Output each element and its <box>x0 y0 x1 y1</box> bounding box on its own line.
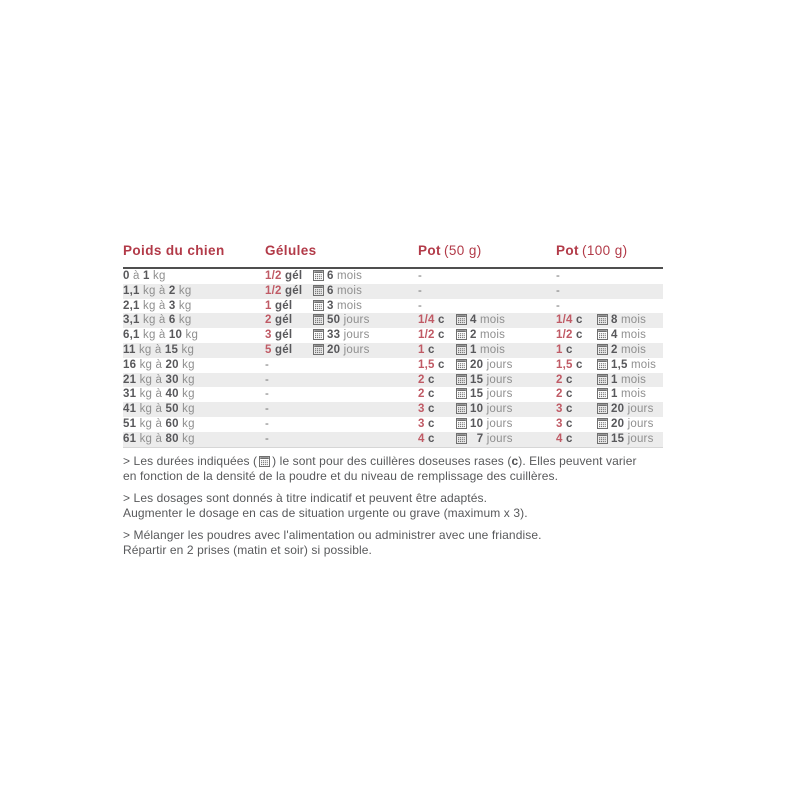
duration-value <box>456 403 513 415</box>
dose-number: 3 <box>418 417 425 430</box>
dose-unit: c <box>428 417 435 430</box>
table-row <box>123 343 663 358</box>
pot-50g-cell <box>418 284 556 299</box>
dose-number: 1/4 <box>418 314 435 327</box>
duration-value <box>313 329 370 341</box>
gelules-cell <box>265 417 418 432</box>
dose-unit: c <box>576 358 583 371</box>
duration-value <box>597 329 646 341</box>
dose-value <box>418 313 456 328</box>
number-text: 1 <box>470 343 477 356</box>
dose-value <box>556 402 597 417</box>
dose-value <box>265 299 313 314</box>
duration-text: 7 jours <box>476 432 513 445</box>
pot-50g-cell <box>418 328 556 343</box>
dose-unit: c <box>428 432 435 445</box>
table-row <box>123 373 663 388</box>
table-row <box>123 328 663 343</box>
number-text: 40 <box>165 388 179 401</box>
pot-50g-cell <box>418 343 556 358</box>
dose-unit: gél <box>275 314 293 327</box>
dose-unit: gél <box>275 299 293 312</box>
calendar-icon <box>456 373 467 385</box>
number-text: 15 <box>470 388 484 401</box>
pot-50g-cell <box>418 402 556 417</box>
dose-value <box>556 313 597 328</box>
number-text: 1 <box>143 270 150 282</box>
number-text: 6 <box>168 314 176 327</box>
dose-value <box>265 284 313 299</box>
number-text: 6 <box>327 270 334 282</box>
duration-value <box>313 300 362 312</box>
calendar-icon <box>456 402 467 414</box>
dose-value <box>418 432 456 447</box>
pot-50g-cell <box>418 432 556 447</box>
dose-unit: c <box>566 432 573 445</box>
number-text: 61 <box>123 432 137 445</box>
number-text: 3 <box>168 299 176 312</box>
number-text: 21 <box>123 373 137 386</box>
weight-cell: 21 kg à 30 kg <box>123 373 265 388</box>
number-text: 20 <box>165 358 179 371</box>
dose-value <box>556 432 597 447</box>
gelules-cell <box>265 299 418 314</box>
pot-50g-cell <box>418 313 556 328</box>
empty-value: - <box>418 270 423 282</box>
duration-value <box>597 418 654 430</box>
weight-cell: 11 kg à 15 kg <box>123 343 265 358</box>
number-text: 0 <box>123 270 130 282</box>
number-text: 16 <box>123 358 137 371</box>
number-text: 6,1 <box>123 329 140 342</box>
dose-value <box>418 402 456 417</box>
calendar-icon <box>456 387 467 399</box>
duration-text: 8 mois <box>611 314 647 327</box>
note-line: Répartir en 2 prises (matin et soir) si possible. <box>123 542 372 557</box>
dose-unit: c <box>566 343 573 356</box>
number-text: 41 <box>123 403 137 416</box>
number-text: 15 <box>164 343 179 356</box>
header-strong-text: Gélules <box>265 243 317 258</box>
dose-number: 1/4 <box>556 314 573 327</box>
weight-cell: 0 à 1 kg <box>123 270 166 282</box>
table-body <box>123 268 663 447</box>
dose-value <box>556 387 597 402</box>
duration-text: 6 mois <box>327 284 363 297</box>
dose-number: 2 <box>265 314 272 327</box>
calendar-icon <box>313 328 324 340</box>
dose-unit: gél <box>285 270 303 282</box>
pot-100g-cell <box>556 402 663 417</box>
dose-value <box>418 417 456 432</box>
calendar-icon <box>597 402 608 414</box>
dose-unit: gél <box>285 284 303 297</box>
duration-text: 1 mois <box>470 343 506 356</box>
dose-number: 3 <box>556 417 563 430</box>
pot-50g-cell <box>418 358 556 373</box>
pot-100g-cell <box>556 328 663 343</box>
table-row <box>123 417 663 432</box>
number-text: 10 <box>470 417 484 430</box>
duration-value <box>597 433 654 445</box>
calendar-icon <box>597 432 608 444</box>
dose-value <box>265 328 313 343</box>
number-text: 60 <box>165 417 179 430</box>
weight-cell: 31 kg à 40 kg <box>123 388 195 401</box>
duration-text: 15 jours <box>470 388 513 401</box>
pot-50g-cell <box>418 417 556 432</box>
pot-50g-cell <box>418 387 556 402</box>
weight-cell: 41 kg à 50 kg <box>123 402 265 417</box>
calendar-icon <box>456 313 467 325</box>
dose-number: 1/2 <box>556 329 573 342</box>
dose-number: 1,5 <box>556 358 573 371</box>
calendar-icon <box>597 343 608 355</box>
dose-unit: c <box>566 403 573 416</box>
col-header-poids-du-chien <box>123 243 265 268</box>
dose-number: 3 <box>418 403 425 416</box>
weight-cell: 6,1 kg à 10 kg <box>123 329 199 342</box>
dose-value <box>556 343 597 358</box>
dose-value <box>265 269 313 284</box>
dose-number: 4 <box>418 432 425 445</box>
duration-value <box>456 374 513 386</box>
duration-text: 15 jours <box>611 432 654 445</box>
col-header-gelules <box>265 243 418 268</box>
dose-number: 2 <box>418 388 425 401</box>
notes-section <box>123 454 683 565</box>
empty-value: - <box>418 284 423 297</box>
pot-100g-cell <box>556 284 663 299</box>
number-text: 2,1 <box>123 299 140 312</box>
gelules-cell <box>265 284 418 299</box>
number-text: 15 <box>611 432 625 445</box>
number-text: 1,5 <box>611 358 628 371</box>
duration-text: 50 jours <box>327 314 370 327</box>
pot-100g-cell <box>556 358 663 373</box>
number-text: 33 <box>327 329 341 342</box>
number-text: 20 <box>611 403 625 416</box>
number-text: 20 <box>470 358 484 371</box>
number-text: 8 <box>611 314 618 327</box>
empty-value: - <box>265 388 270 401</box>
number-text: 4 <box>611 329 618 342</box>
calendar-icon <box>597 373 608 385</box>
number-text: 7 <box>476 432 484 445</box>
number-text: 15 <box>470 373 484 386</box>
number-text: 20 <box>611 417 625 430</box>
note-line: en fonction de la densité de la poudre et du niveau de remplissage des cuillères. <box>123 468 559 483</box>
dose-unit: c <box>576 314 583 327</box>
number-text: 1 <box>611 373 618 386</box>
calendar-icon <box>597 313 608 325</box>
dose-unit: c <box>438 358 445 371</box>
duration-text: 20 jours <box>611 403 654 416</box>
pot-100g-cell <box>556 417 663 432</box>
number-text: 3,1 <box>123 314 140 327</box>
duration-value <box>313 270 362 282</box>
dose-number: 2 <box>418 373 425 386</box>
table-row <box>123 387 663 402</box>
weight-cell: 2,1 kg à 3 kg <box>123 299 192 312</box>
number-text: 11 <box>123 343 136 356</box>
number-text: 31 <box>123 388 137 401</box>
note <box>123 454 683 483</box>
duration-value <box>456 418 513 430</box>
duration-text: 10 jours <box>470 417 513 430</box>
dose-value <box>556 373 597 388</box>
table-header <box>123 243 663 268</box>
number-text: 1,1 <box>123 284 140 297</box>
empty-value: - <box>418 299 423 312</box>
table-header-row <box>123 243 663 268</box>
duration-text: 20 jours <box>327 343 370 356</box>
duration-value <box>313 344 370 356</box>
number-text: 50 <box>327 314 341 327</box>
bold-text: c <box>511 454 519 468</box>
dose-number: 5 <box>265 343 272 356</box>
duration-text: 6 mois <box>327 270 363 282</box>
duration-value <box>597 374 646 386</box>
pot-50g-cell <box>418 299 556 314</box>
empty-value: - <box>265 403 270 416</box>
pot-50g-cell <box>418 268 556 284</box>
header-rest-text: (100 g) <box>581 243 628 258</box>
table-row <box>123 284 663 299</box>
duration-text: 2 mois <box>470 329 506 342</box>
dose-number: 1,5 <box>418 358 435 371</box>
dose-unit: c <box>438 329 445 342</box>
dose-value <box>418 387 456 402</box>
duration-value <box>456 314 505 326</box>
dose-number: 4 <box>556 432 563 445</box>
duration-text: 1 mois <box>611 373 647 386</box>
duration-value <box>456 388 513 400</box>
dose-value <box>265 343 313 358</box>
dose-number: 1/2 <box>418 329 435 342</box>
calendar-icon <box>597 358 608 370</box>
col-header-pot-50g <box>418 243 556 268</box>
duration-text: 10 jours <box>470 403 513 416</box>
pot-100g-cell <box>556 343 663 358</box>
dose-value <box>556 358 597 373</box>
calendar-icon <box>597 387 608 399</box>
duration-value <box>456 344 505 356</box>
number-text: 80 <box>165 432 179 445</box>
header-strong-text: Pot <box>556 243 579 258</box>
header-strong-text: Pot <box>418 243 441 258</box>
calendar-icon <box>597 417 608 429</box>
empty-value: - <box>556 270 561 282</box>
duration-value <box>597 388 646 400</box>
gelules-cell <box>265 402 418 417</box>
dose-unit: c <box>438 314 445 327</box>
table-row <box>123 358 663 373</box>
duration-value <box>456 329 505 341</box>
dose-number: 2 <box>556 388 563 401</box>
empty-value: - <box>265 432 270 445</box>
note-line: Augmenter le dosage en cas de situation urgente ou grave (maximum x 3). <box>123 505 528 520</box>
number-text: 10 <box>168 329 183 342</box>
dose-number: 1/2 <box>265 284 282 297</box>
table-row <box>123 432 663 447</box>
dose-value <box>556 328 597 343</box>
duration-text: 20 jours <box>470 358 513 371</box>
note-line: > Les dosages sont donnés à titre indicatif et peuvent être adaptés. <box>123 491 488 505</box>
pot-100g-cell <box>556 313 663 328</box>
note-line: > Mélanger les poudres avec l'alimentation ou administrer avec une friandise. <box>123 528 542 542</box>
number-text: 10 <box>470 403 484 416</box>
duration-value <box>597 314 646 326</box>
number-text: 3 <box>327 299 334 312</box>
dose-value <box>265 313 313 328</box>
dose-unit: c <box>428 403 435 416</box>
duration-value <box>597 403 654 415</box>
number-text: 50 <box>165 403 179 416</box>
dose-unit: c <box>566 417 573 430</box>
dose-number: 1/2 <box>265 270 282 282</box>
calendar-icon <box>456 343 467 355</box>
pot-100g-cell <box>556 387 663 402</box>
number-text: 1 <box>611 388 618 401</box>
table-row <box>123 299 663 314</box>
dose-number: 3 <box>265 329 272 342</box>
calendar-icon <box>259 455 270 467</box>
number-text: 2 <box>611 343 618 356</box>
calendar-icon <box>456 328 467 340</box>
note-line: > Les durées indiquées ( ) le sont pour des cuillères doseuses rases (c). Elles peuvent varier <box>123 454 637 468</box>
pot-100g-cell <box>556 268 663 284</box>
dose-unit: gél <box>275 343 293 356</box>
dose-number: 1 <box>418 343 425 356</box>
dose-number: 2 <box>556 373 563 386</box>
note <box>123 491 683 520</box>
empty-value: - <box>556 284 561 297</box>
calendar-icon <box>456 432 467 444</box>
table-row <box>123 313 663 328</box>
number-text: 30 <box>165 373 179 386</box>
weight-cell: 16 kg à 20 kg <box>123 358 195 371</box>
duration-text: 33 jours <box>327 329 370 342</box>
pot-100g-cell <box>556 373 663 388</box>
empty-value: - <box>265 373 270 386</box>
duration-text: 15 jours <box>470 373 513 386</box>
table-row <box>123 402 663 417</box>
weight-cell: 3,1 kg à 6 kg <box>123 313 265 328</box>
calendar-icon <box>313 313 324 325</box>
gelules-cell <box>265 268 418 284</box>
header-strong-text: Poids du chien <box>123 243 225 258</box>
empty-value: - <box>265 417 270 430</box>
calendar-icon <box>456 358 467 370</box>
duration-value <box>313 314 370 326</box>
weight-cell: 51 kg à 60 kg <box>123 417 195 430</box>
duration-value <box>456 433 513 445</box>
dose-value <box>418 328 456 343</box>
duration-text: 1,5 mois <box>611 358 657 371</box>
duration-text: 20 jours <box>611 417 654 430</box>
dose-unit: c <box>428 388 435 401</box>
weight-cell: 1,1 kg à 2 kg <box>123 284 265 299</box>
dose-number: 1 <box>556 343 563 356</box>
duration-value <box>456 359 513 371</box>
calendar-icon <box>313 299 324 311</box>
duration-value <box>597 359 656 371</box>
duration-text: 2 mois <box>611 343 647 356</box>
number-text: 2 <box>470 329 477 342</box>
duration-text: 4 mois <box>611 329 647 342</box>
dose-value <box>418 358 456 373</box>
calendar-icon <box>597 328 608 340</box>
number-text: 4 <box>470 314 477 327</box>
note <box>123 528 683 557</box>
dosage-table <box>123 243 663 448</box>
pot-50g-cell <box>418 373 556 388</box>
calendar-icon <box>313 343 324 355</box>
dose-number: 1 <box>265 299 272 312</box>
calendar-icon <box>313 284 324 296</box>
gelules-cell <box>265 328 418 343</box>
gelules-cell <box>265 343 418 358</box>
gelules-cell <box>265 373 418 388</box>
empty-value: - <box>556 299 561 312</box>
calendar-icon <box>456 417 467 429</box>
dose-unit: c <box>566 373 573 386</box>
dose-unit: c <box>428 343 435 356</box>
duration-text: 4 mois <box>470 314 506 327</box>
empty-value: - <box>265 358 270 371</box>
col-header-pot-100g <box>556 243 663 268</box>
table-row <box>123 268 663 284</box>
dose-unit: c <box>576 329 583 342</box>
dose-unit: gél <box>275 329 293 342</box>
duration-value <box>313 285 362 297</box>
number-text: 20 <box>327 343 341 356</box>
header-rest-text: (50 g) <box>443 243 482 258</box>
dose-unit: c <box>428 373 435 386</box>
weight-cell: 61 kg à 80 kg <box>123 432 265 447</box>
gelules-cell <box>265 358 418 373</box>
gelules-cell <box>265 387 418 402</box>
duration-text: 3 mois <box>327 299 363 312</box>
gelules-cell <box>265 432 418 447</box>
calendar-icon <box>313 269 324 281</box>
dose-value <box>418 343 456 358</box>
gelules-cell <box>265 313 418 328</box>
dose-value <box>556 417 597 432</box>
number-text: 51 <box>123 417 137 430</box>
dose-number: 3 <box>556 403 563 416</box>
duration-text: 1 mois <box>611 388 647 401</box>
number-text: 2 <box>168 284 176 297</box>
dose-value <box>418 373 456 388</box>
dose-unit: c <box>566 388 573 401</box>
number-text: 6 <box>327 284 334 297</box>
duration-value <box>597 344 646 356</box>
pot-100g-cell <box>556 299 663 314</box>
pot-100g-cell <box>556 432 663 447</box>
